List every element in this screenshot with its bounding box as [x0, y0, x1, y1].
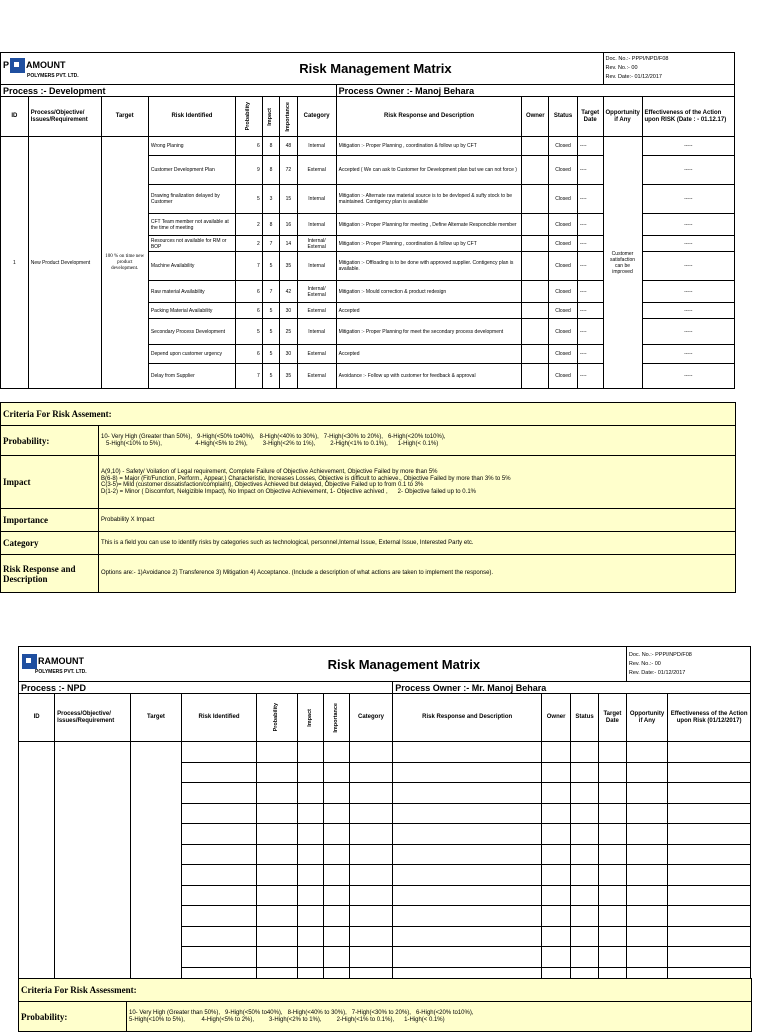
category-cell: External	[297, 345, 336, 364]
empty-cell[interactable]	[298, 926, 324, 947]
empty-cell[interactable]	[668, 906, 751, 927]
category-cell: Internal	[297, 319, 336, 345]
criteria-text: This is a field you can use to identify risks by categories such as technological, personnel,Internal Issue, External Issue, Interested Party etc.	[99, 532, 736, 555]
empty-cell[interactable]	[298, 803, 324, 824]
empty-cell[interactable]	[323, 926, 349, 947]
empty-cell[interactable]	[571, 783, 599, 804]
page-title: Risk Management Matrix	[182, 647, 627, 682]
empty-cell[interactable]	[182, 824, 256, 845]
empty-cell[interactable]	[598, 926, 626, 947]
impact-cell: 8	[262, 214, 279, 236]
empty-cell[interactable]	[626, 885, 667, 906]
empty-cell[interactable]	[542, 762, 571, 783]
col-category: Category	[349, 694, 392, 742]
risk-cell: Secondary Process Development	[148, 319, 235, 345]
empty-cell[interactable]	[626, 824, 667, 845]
empty-cell[interactable]	[393, 742, 542, 763]
empty-cell[interactable]	[393, 947, 542, 968]
empty-cell[interactable]	[668, 783, 751, 804]
importance-cell: 48	[280, 137, 297, 156]
owner-cell	[522, 281, 549, 303]
empty-cell[interactable]	[542, 844, 571, 865]
owner-cell	[522, 345, 549, 364]
empty-cell[interactable]	[349, 762, 392, 783]
table-row	[1, 137, 735, 156]
row-process: New Product Development	[28, 137, 101, 389]
empty-cell[interactable]	[256, 947, 297, 968]
empty-cell[interactable]	[542, 947, 571, 968]
impact-cell: 5	[262, 303, 279, 319]
target-date-cell: ----	[577, 303, 603, 319]
empty-cell[interactable]	[668, 926, 751, 947]
empty-cell[interactable]	[571, 926, 599, 947]
empty-cell[interactable]	[298, 865, 324, 886]
effectiveness-cell: -----	[642, 156, 734, 185]
status-cell: Closed	[549, 185, 578, 214]
owner-cell	[522, 137, 549, 156]
empty-cell[interactable]	[542, 783, 571, 804]
col-status: Status	[571, 694, 599, 742]
col-risk: Risk Identified	[148, 97, 235, 137]
company-logo: RAMOUNT POLYMERS PVT. LTD.	[19, 647, 182, 682]
category-cell: External	[297, 364, 336, 389]
criteria-text: 10- Very High (Greater than 50%), 9-High(<50% to40%), 8-High(<40% to 30%), 7-High(<30% to 20%), 6-High(<20% to10%), 5-High(<10% to 5%), 4-High(<5% to 2%), 3-High(<2% to 1%), 2-High(<1% to 0.1%), 1-High(< 0.1%)	[127, 1002, 752, 1032]
doc-info: Doc. No.:- PPPI/NPD/F08 Rev. No.:- 00 Rev. Date:- 01/12/2017	[626, 647, 750, 682]
effectiveness-cell: -----	[642, 319, 734, 345]
logo-icon	[22, 654, 37, 669]
empty-cell[interactable]	[598, 803, 626, 824]
empty-cell[interactable]	[182, 844, 256, 865]
empty-cell[interactable]	[182, 742, 256, 763]
empty-cell[interactable]	[668, 865, 751, 886]
empty-cell[interactable]	[298, 824, 324, 845]
risk-cell: Wrong Planing	[148, 137, 235, 156]
probability-cell: 5	[236, 319, 263, 345]
empty-cell[interactable]	[668, 762, 751, 783]
empty-cell[interactable]	[626, 906, 667, 927]
empty-cell[interactable]	[349, 885, 392, 906]
empty-cell[interactable]	[571, 865, 599, 886]
company-logo: P AMOUNT POLYMERS PVT. LTD.	[1, 53, 149, 85]
criteria-text: Probability X Impact	[99, 509, 736, 532]
col-target-date: Target Date	[598, 694, 626, 742]
process-owner: Process Owner :- Manoj Behara	[336, 85, 734, 97]
empty-cell[interactable]	[323, 906, 349, 927]
empty-cell[interactable]	[182, 926, 256, 947]
empty-cell[interactable]	[349, 824, 392, 845]
response-cell: Accepted	[336, 345, 522, 364]
col-process: Process/Objective/ Issues/Requirement	[55, 694, 130, 742]
empty-cell[interactable]	[626, 926, 667, 947]
importance-cell: 35	[280, 252, 297, 281]
empty-cell[interactable]	[182, 865, 256, 886]
empty-cell[interactable]	[598, 947, 626, 968]
status-cell: Closed	[549, 345, 578, 364]
empty-cell[interactable]	[626, 783, 667, 804]
empty-cell[interactable]	[668, 844, 751, 865]
category-cell: Internal	[297, 137, 336, 156]
empty-cell[interactable]	[668, 742, 751, 763]
empty-cell[interactable]	[571, 824, 599, 845]
col-process: Process/Objective/ Issues/Requirement	[28, 97, 101, 137]
target-date-cell: ----	[577, 156, 603, 185]
sheet2-table	[18, 646, 751, 988]
risk-cell: Packing Material Availability	[148, 303, 235, 319]
empty-cell[interactable]	[256, 762, 297, 783]
col-response: Risk Response and Description	[336, 97, 522, 137]
impact-cell: 5	[262, 345, 279, 364]
category-cell: Internal	[297, 185, 336, 214]
risk-cell: Resources not available for RM or BOP	[148, 236, 235, 252]
row-target: 100 % on time new product development.	[101, 137, 148, 389]
col-id: ID	[19, 694, 55, 742]
criteria-label: Risk Response and Description	[1, 555, 99, 593]
probability-cell: 6	[236, 281, 263, 303]
empty-cell[interactable]	[626, 865, 667, 886]
logo-icon	[10, 58, 25, 73]
empty-cell[interactable]	[598, 742, 626, 763]
empty-cell[interactable]	[323, 844, 349, 865]
empty-cell[interactable]	[349, 906, 392, 927]
row-process	[55, 742, 130, 988]
col-owner: Owner	[542, 694, 571, 742]
process-label: Process :- Development	[1, 85, 337, 97]
risk-cell: Customer Development Plan	[148, 156, 235, 185]
status-cell: Closed	[549, 252, 578, 281]
risk-cell: Machine Availability	[148, 252, 235, 281]
empty-cell[interactable]	[256, 783, 297, 804]
empty-cell[interactable]	[323, 947, 349, 968]
response-cell: Mitigation :- Proper Planning for meet the secondary process development	[336, 319, 522, 345]
response-cell: Mitigation :- Proper Planning , coordination & follow up by CFT	[336, 236, 522, 252]
response-cell: Mitigation :- Proper Planning , coordination & follow up by CFT	[336, 137, 522, 156]
risk-cell: Drawing finalization delayed by Customer	[148, 185, 235, 214]
empty-cell[interactable]	[323, 824, 349, 845]
empty-cell[interactable]	[571, 885, 599, 906]
empty-cell[interactable]	[393, 803, 542, 824]
criteria-title: Criteria For Risk Assessment:	[19, 979, 752, 1002]
empty-cell[interactable]	[542, 865, 571, 886]
impact-cell: 8	[262, 156, 279, 185]
risk-cell: CFT Team member not available at the time of meeting	[148, 214, 235, 236]
effectiveness-cell: -----	[642, 252, 734, 281]
empty-cell[interactable]	[598, 885, 626, 906]
empty-cell[interactable]	[571, 762, 599, 783]
empty-cell[interactable]	[626, 803, 667, 824]
empty-cell[interactable]	[256, 865, 297, 886]
owner-cell	[522, 319, 549, 345]
process-label: Process :- NPD	[19, 682, 393, 694]
target-date-cell: ----	[577, 319, 603, 345]
importance-cell: 35	[280, 364, 297, 389]
empty-cell[interactable]	[571, 947, 599, 968]
empty-cell[interactable]	[323, 885, 349, 906]
impact-cell: 7	[262, 236, 279, 252]
empty-cell[interactable]	[393, 906, 542, 927]
empty-cell[interactable]	[598, 906, 626, 927]
importance-cell: 16	[280, 214, 297, 236]
empty-cell[interactable]	[182, 906, 256, 927]
empty-cell[interactable]	[598, 762, 626, 783]
empty-cell[interactable]	[323, 803, 349, 824]
col-risk: Risk Identified	[182, 694, 256, 742]
owner-cell	[522, 364, 549, 389]
status-cell: Closed	[549, 364, 578, 389]
empty-cell[interactable]	[393, 762, 542, 783]
row-id	[19, 742, 55, 988]
empty-cell[interactable]	[298, 885, 324, 906]
status-cell: Closed	[549, 214, 578, 236]
criteria-label: Probability:	[1, 426, 99, 456]
empty-cell[interactable]	[571, 803, 599, 824]
col-target-date: Target Date	[577, 97, 603, 137]
empty-cell[interactable]	[626, 844, 667, 865]
owner-cell	[522, 303, 549, 319]
empty-cell[interactable]	[598, 865, 626, 886]
target-date-cell: ----	[577, 345, 603, 364]
empty-cell[interactable]	[323, 742, 349, 763]
criteria-text: 10- Very High (Greater than 50%), 9-High(<50% to40%), 8-High(<40% to 30%), 7-High(<30% to 20%), 6-High(<20% to10%), 5-High(<10% to 5%), 4-High(<5% to 2%), 3-High(<2% to 1%), 2-High(<1% to 0.1%), 1-High(< 0.1%)	[99, 426, 736, 456]
empty-cell[interactable]	[542, 742, 571, 763]
response-cell: Avoidance :- Follow up with customer for feedback & approval	[336, 364, 522, 389]
importance-cell: 42	[280, 281, 297, 303]
empty-cell[interactable]	[182, 947, 256, 968]
empty-cell[interactable]	[182, 885, 256, 906]
response-cell: Mitigation :- Proper Planning for meeting , Define Alternate Responcible member	[336, 214, 522, 236]
effectiveness-cell: -----	[642, 281, 734, 303]
probability-cell: 6	[236, 345, 263, 364]
status-cell: Closed	[549, 156, 578, 185]
impact-cell: 5	[262, 364, 279, 389]
empty-cell[interactable]	[668, 885, 751, 906]
page-title: Risk Management Matrix	[148, 53, 603, 85]
target-date-cell: ----	[577, 185, 603, 214]
effectiveness-cell: -----	[642, 214, 734, 236]
impact-cell: 8	[262, 137, 279, 156]
target-date-cell: ----	[577, 252, 603, 281]
probability-cell: 6	[236, 137, 263, 156]
doc-info: Doc. No.:- PPPI/NPD/F08 Rev. No.:- 00 Rev. Date:- 01/12/2017	[603, 53, 734, 85]
col-importance: Importance	[323, 694, 349, 742]
empty-cell[interactable]	[298, 844, 324, 865]
criteria-label: Probability:	[19, 1002, 127, 1032]
empty-cell[interactable]	[626, 742, 667, 763]
col-opportunity: Opportunity if Any	[603, 97, 642, 137]
status-cell: Closed	[549, 319, 578, 345]
empty-cell[interactable]	[256, 844, 297, 865]
empty-cell[interactable]	[393, 926, 542, 947]
empty-cell[interactable]	[323, 865, 349, 886]
criteria-table-1	[0, 402, 736, 593]
empty-cell[interactable]	[542, 906, 571, 927]
empty-cell[interactable]	[393, 844, 542, 865]
criteria-label: Importance	[1, 509, 99, 532]
table-row	[19, 742, 751, 763]
empty-cell[interactable]	[298, 947, 324, 968]
importance-cell: 30	[280, 303, 297, 319]
empty-cell[interactable]	[256, 926, 297, 947]
owner-cell	[522, 252, 549, 281]
empty-cell[interactable]	[598, 783, 626, 804]
empty-cell[interactable]	[542, 926, 571, 947]
empty-cell[interactable]	[349, 803, 392, 824]
risk-cell: Delay from Supplier	[148, 364, 235, 389]
empty-cell[interactable]	[182, 803, 256, 824]
col-target: Target	[101, 97, 148, 137]
category-cell: Internal	[297, 252, 336, 281]
probability-cell: 7	[236, 252, 263, 281]
effectiveness-cell: -----	[642, 345, 734, 364]
impact-cell: 3	[262, 185, 279, 214]
importance-cell: 25	[280, 319, 297, 345]
empty-cell[interactable]	[349, 783, 392, 804]
criteria-text: A(9,10) - Safety/ Voilation of Legal requirement, Complete Failure of Objective Achievement, Objective Failed by more than 5% B(6-8) = Major (Fit/Function, Perform., Appear.) Characteristic, Increases Losses, Objective is difficult to achieve., Objective Failed by more than 3% to 5% C(3-5)= Mild (customer dissatisfaction/complaint), Objectives Achieved but delayed, Objective Failed up to from 0.1 to 3% D(1-2) = Minor ( Discomfort, Nelgizible Impact), No Impact on Objective Achievement, 1- Objective achived , 2- Objective failed up to 0.1%	[99, 456, 736, 509]
category-cell: Internal/ External	[297, 281, 336, 303]
empty-cell[interactable]	[298, 742, 324, 763]
probability-cell: 6	[236, 303, 263, 319]
importance-cell: 14	[280, 236, 297, 252]
empty-cell[interactable]	[298, 906, 324, 927]
empty-cell[interactable]	[182, 762, 256, 783]
col-target: Target	[130, 694, 182, 742]
col-importance: Importance	[280, 97, 297, 137]
empty-cell[interactable]	[323, 762, 349, 783]
empty-cell[interactable]	[393, 824, 542, 845]
importance-cell: 15	[280, 185, 297, 214]
empty-cell[interactable]	[298, 762, 324, 783]
col-probability: Probability	[236, 97, 263, 137]
empty-cell[interactable]	[256, 742, 297, 763]
empty-cell[interactable]	[542, 803, 571, 824]
impact-cell: 5	[262, 252, 279, 281]
col-owner: Owner	[522, 97, 549, 137]
empty-cell[interactable]	[323, 783, 349, 804]
empty-cell[interactable]	[668, 947, 751, 968]
probability-cell: 2	[236, 214, 263, 236]
category-cell: Internal/ External	[297, 236, 336, 252]
col-effectiveness: Effectiveness of the Action upon RISK (Date : - 01.12.17)	[642, 97, 734, 137]
empty-cell[interactable]	[393, 865, 542, 886]
response-cell: Mitigation :- Offloading is to be done with approved supplier. Contigency plan is available.	[336, 252, 522, 281]
response-cell: Accepted	[336, 303, 522, 319]
empty-cell[interactable]	[542, 885, 571, 906]
col-status: Status	[549, 97, 578, 137]
col-impact: Impact	[298, 694, 324, 742]
effectiveness-cell: -----	[642, 303, 734, 319]
category-cell: External	[297, 156, 336, 185]
effectiveness-cell: -----	[642, 137, 734, 156]
empty-cell[interactable]	[598, 824, 626, 845]
owner-cell	[522, 236, 549, 252]
criteria-label: Impact	[1, 456, 99, 509]
target-date-cell: ----	[577, 281, 603, 303]
empty-cell[interactable]	[349, 947, 392, 968]
opportunity-cell: Customer satisfaction can be improved	[603, 137, 642, 389]
probability-cell: 7	[236, 364, 263, 389]
empty-cell[interactable]	[298, 783, 324, 804]
target-date-cell: ----	[577, 214, 603, 236]
empty-cell[interactable]	[256, 803, 297, 824]
risk-cell: Raw material Availability	[148, 281, 235, 303]
empty-cell[interactable]	[626, 762, 667, 783]
empty-cell[interactable]	[349, 844, 392, 865]
criteria-title: Criteria For Risk Assement:	[1, 403, 736, 426]
target-date-cell: ----	[577, 364, 603, 389]
status-cell: Closed	[549, 236, 578, 252]
col-id: ID	[1, 97, 29, 137]
owner-cell	[522, 214, 549, 236]
empty-cell[interactable]	[349, 865, 392, 886]
effectiveness-cell: -----	[642, 364, 734, 389]
col-impact: Impact	[262, 97, 279, 137]
row-id: 1	[1, 137, 29, 389]
importance-cell: 72	[280, 156, 297, 185]
probability-cell: 5	[236, 185, 263, 214]
importance-cell: 30	[280, 345, 297, 364]
risk-cell: Depend upon customer urgency	[148, 345, 235, 364]
row-target	[130, 742, 182, 988]
col-effectiveness: Effectiveness of the Action upon Risk (01/12/2017)	[668, 694, 751, 742]
response-cell: Mitigation :- Alternate raw material source is to be devloped & sufty stock to be maintained. Contigency plan is available	[336, 185, 522, 214]
col-category: Category	[297, 97, 336, 137]
probability-cell: 9	[236, 156, 263, 185]
response-cell: Accepted ( We can ask to Customer for Development plan but we can not force )	[336, 156, 522, 185]
empty-cell[interactable]	[393, 885, 542, 906]
col-response: Risk Response and Description	[393, 694, 542, 742]
empty-cell[interactable]	[182, 783, 256, 804]
owner-cell	[522, 156, 549, 185]
empty-cell[interactable]	[256, 885, 297, 906]
criteria-text: Options are:- 1)Avoidance 2) Transference 3) Mitigation 4) Acceptance. (Include a description of what actions are taken to implement the response).	[99, 555, 736, 593]
target-date-cell: ----	[577, 137, 603, 156]
empty-cell[interactable]	[571, 844, 599, 865]
status-cell: Closed	[549, 303, 578, 319]
empty-cell[interactable]	[393, 783, 542, 804]
empty-cell[interactable]	[571, 742, 599, 763]
empty-cell[interactable]	[571, 906, 599, 927]
category-cell: Internal	[297, 214, 336, 236]
impact-cell: 7	[262, 281, 279, 303]
category-cell: External	[297, 303, 336, 319]
criteria-label: Category	[1, 532, 99, 555]
empty-cell[interactable]	[668, 824, 751, 845]
empty-cell[interactable]	[542, 824, 571, 845]
empty-cell[interactable]	[256, 906, 297, 927]
col-probability: Probability	[256, 694, 297, 742]
sheet1-table	[0, 52, 735, 389]
status-cell: Closed	[549, 137, 578, 156]
empty-cell[interactable]	[598, 844, 626, 865]
effectiveness-cell: -----	[642, 236, 734, 252]
empty-cell[interactable]	[349, 926, 392, 947]
process-owner: Process Owner :- Mr. Manoj Behara	[393, 682, 751, 694]
col-opportunity: Opportunity if Any	[626, 694, 667, 742]
empty-cell[interactable]	[256, 824, 297, 845]
empty-cell[interactable]	[668, 803, 751, 824]
effectiveness-cell: -----	[642, 185, 734, 214]
impact-cell: 5	[262, 319, 279, 345]
owner-cell	[522, 185, 549, 214]
empty-cell[interactable]	[349, 742, 392, 763]
probability-cell: 2	[236, 236, 263, 252]
target-date-cell: ----	[577, 236, 603, 252]
empty-cell[interactable]	[626, 947, 667, 968]
status-cell: Closed	[549, 281, 578, 303]
response-cell: Mitigation :- Mould correction & product redesign	[336, 281, 522, 303]
